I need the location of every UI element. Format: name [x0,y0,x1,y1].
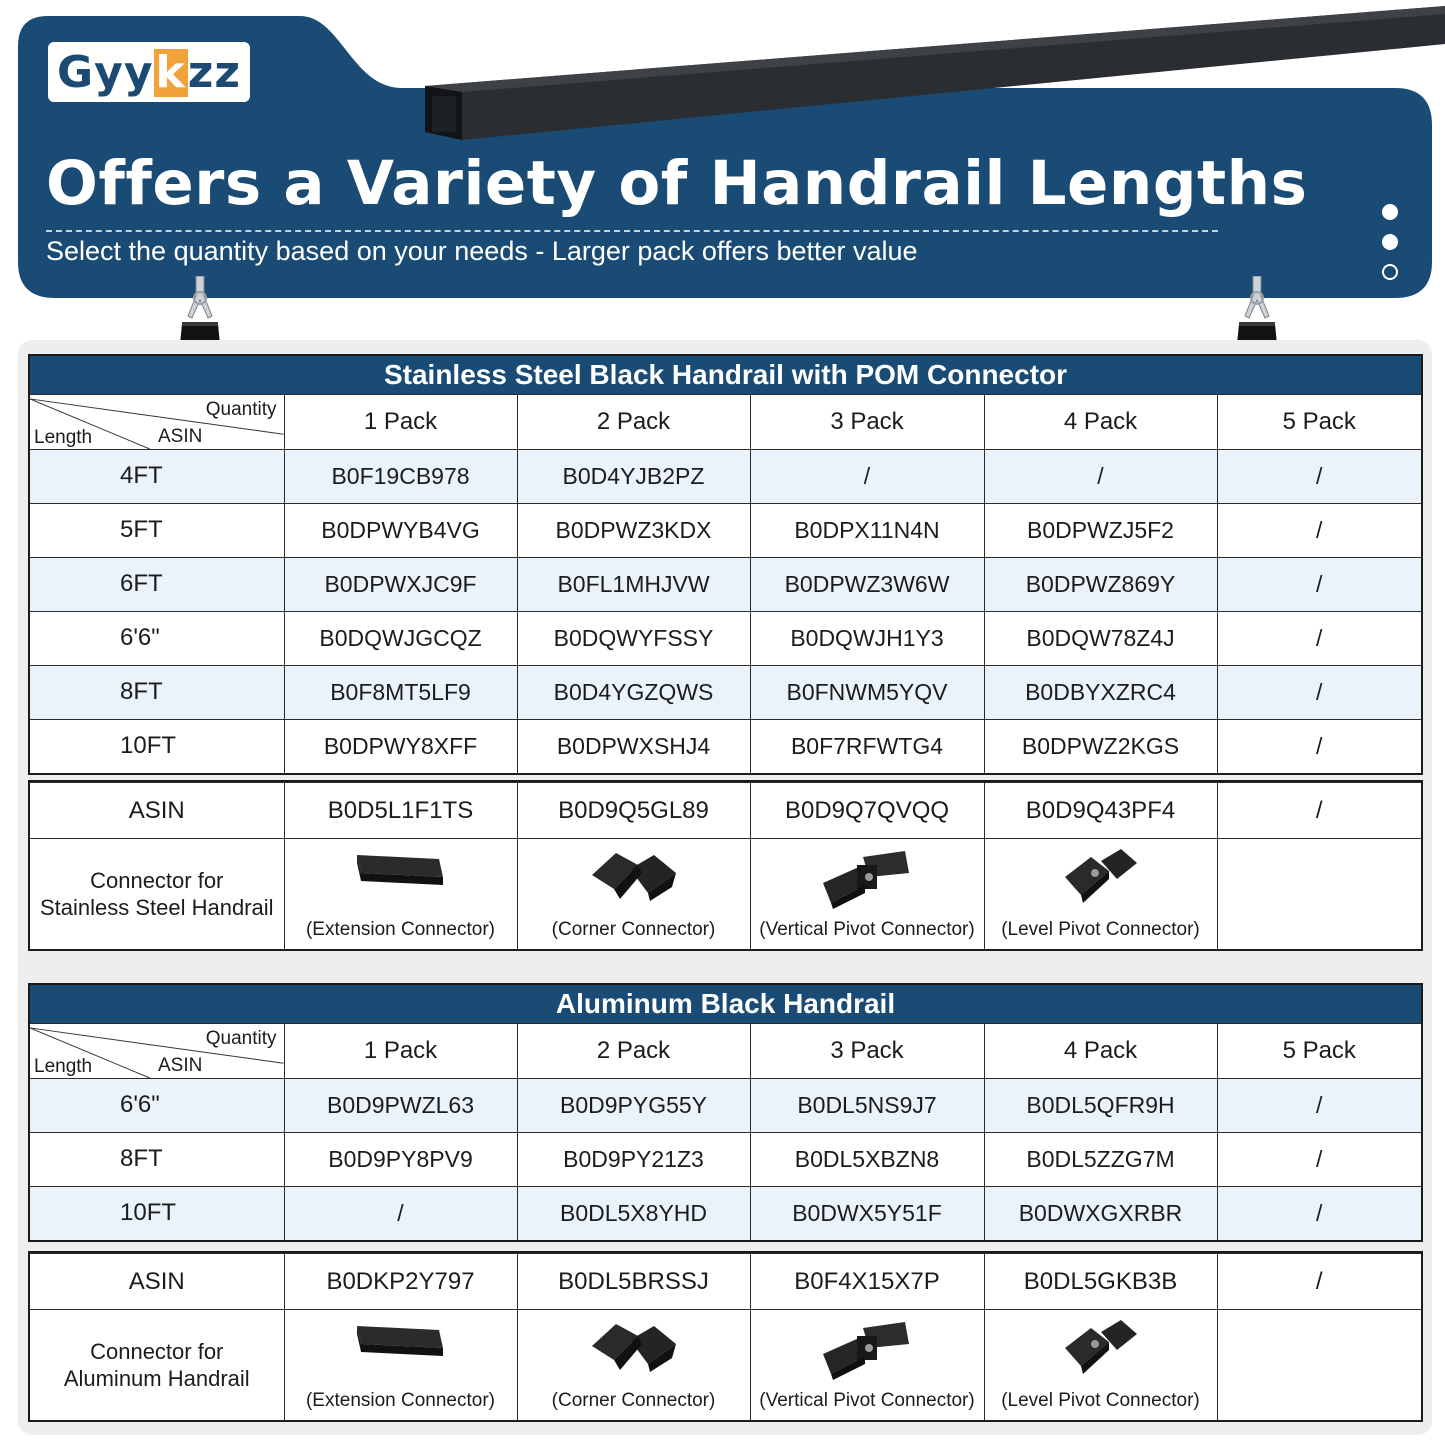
connector-caption: (Vertical Pivot Connector) [759,918,975,940]
asin-cell: B0DL5QFR9H [984,1078,1217,1132]
asin-cell: / [1217,503,1421,557]
length-cell: 6'6" [30,611,284,665]
corner-connector-icon [586,847,682,903]
connector-asin-label: ASIN [30,1254,284,1310]
corner-connector-icon [586,1318,682,1374]
asin-cell: B0DL5XBZN8 [750,1132,984,1186]
length-cell: 8FT [30,665,284,719]
pack-header: 2 Pack [517,394,750,449]
extension-connector-icon [351,847,451,889]
logo-text: Gyykzz [57,46,241,98]
asin-cell: / [284,1186,517,1240]
asin-cell: B0D4YGZQWS [517,665,750,719]
aluminum-asin-table [28,983,1423,1242]
connector-caption: (Extension Connector) [305,918,496,940]
asin-cell: / [750,449,984,503]
stainless-table-title: Stainless Steel Black Handrail with POM Connector [30,356,1421,394]
asin-cell: B0DPWZ3KDX [517,503,750,557]
extension-connector-icon [351,1318,451,1360]
asin-cell: B0DQWJGCQZ [284,611,517,665]
carousel-dots[interactable] [1380,204,1400,294]
asin-cell: B0DPWXJC9F [284,557,517,611]
connector-asin: B0D5L1F1TS [284,783,517,839]
connector-caption: (Level Pivot Connector) [1001,918,1200,940]
connector-row-label: Connector for Stainless Steel Handrail [30,839,284,949]
asin-cell: B0DQWJH1Y3 [750,611,984,665]
length-cell: 6'6" [30,1078,284,1132]
extension-connector-cell [284,839,517,949]
asin-cell: B0F8MT5LF9 [284,665,517,719]
empty-cell [1217,1310,1421,1420]
vertical-pivot-connector-icon [819,1318,915,1380]
asin-cell: B0FL1MHJVW [517,557,750,611]
asin-cell: / [1217,557,1421,611]
asin-cell: B0F19CB978 [284,449,517,503]
level-pivot-connector-icon [1061,1318,1141,1376]
vertical-pivot-connector-cell [750,1310,984,1420]
page-subtitle: Select the quantity based on your needs - Larger pack offers better value [46,236,918,266]
pack-header: 5 Pack [1217,1023,1421,1078]
asin-cell: B0DPX11N4N [750,503,984,557]
asin-cell: B0DPWZ2KGS [984,719,1217,773]
level-pivot-connector-cell [984,839,1217,949]
connector-caption: (Corner Connector) [551,1389,716,1411]
table-row [30,1078,1421,1132]
asin-cell: B0DPWZ869Y [984,557,1217,611]
vertical-pivot-connector-cell [750,839,984,949]
asin-cell: / [1217,449,1421,503]
extension-connector-cell [284,1310,517,1420]
asin-cell: B0DWX5Y51F [750,1186,984,1240]
connector-asin: B0D9Q43PF4 [984,783,1217,839]
asin-cell: B0DPWY8XFF [284,719,517,773]
connector-asin: / [1217,1254,1421,1310]
asin-cell: B0DPWZJ5F2 [984,503,1217,557]
connector-row-label: Connector for Aluminum Handrail [30,1310,284,1420]
asin-cell: B0DL5NS9J7 [750,1078,984,1132]
level-pivot-connector-icon [1061,847,1141,905]
asin-cell: B0DQWYFSSY [517,611,750,665]
empty-cell [1217,839,1421,949]
length-cell: 5FT [30,503,284,557]
asin-cell: / [984,449,1217,503]
asin-cell: B0D4YJB2PZ [517,449,750,503]
asin-cell: B0D9PWZL63 [284,1078,517,1132]
stainless-connector-table [28,780,1423,951]
vertical-pivot-connector-icon [819,847,915,909]
binder-clip-icon [178,276,222,348]
connector-asin: / [1217,783,1421,839]
table-row [30,1132,1421,1186]
asin-cell: / [1217,719,1421,773]
connector-asin: B0D9Q5GL89 [517,783,750,839]
corner-connector-cell [517,1310,750,1420]
table-row [30,1186,1421,1240]
asin-cell: B0FNWM5YQV [750,665,984,719]
asin-cell: B0DL5ZZG7M [984,1132,1217,1186]
pack-header: 4 Pack [984,1023,1217,1078]
asin-cell: B0D9PY21Z3 [517,1132,750,1186]
connector-asin: B0DL5GKB3B [984,1254,1217,1310]
asin-cell: B0D9PYG55Y [517,1078,750,1132]
pack-header: 2 Pack [517,1023,750,1078]
connector-asin: B0DKP2Y797 [284,1254,517,1310]
table-row [30,611,1421,665]
asin-cell: / [1217,611,1421,665]
connector-caption: (Level Pivot Connector) [1001,1389,1200,1411]
asin-cell: B0DPWYB4VG [284,503,517,557]
table-row [30,449,1421,503]
pack-header: 1 Pack [284,1023,517,1078]
table-row [30,665,1421,719]
asin-cell: / [1217,1132,1421,1186]
length-cell: 6FT [30,557,284,611]
corner-header: Quantity ASIN Length [30,394,284,449]
carousel-dot-active[interactable] [1382,264,1398,280]
asin-cell: B0DL5X8YHD [517,1186,750,1240]
asin-cell: B0F7RFWTG4 [750,719,984,773]
length-cell: 10FT [30,719,284,773]
asin-cell: / [1217,1186,1421,1240]
brand-logo [48,42,250,102]
aluminum-connector-table [28,1251,1423,1422]
aluminum-rows [30,1078,1421,1240]
connector-caption: (Vertical Pivot Connector) [759,1389,975,1411]
asin-cell: B0DPWXSHJ4 [517,719,750,773]
asin-cell: B0D9PY8PV9 [284,1132,517,1186]
asin-cell: B0DWXGXRBR [984,1186,1217,1240]
connector-caption: (Extension Connector) [305,1389,496,1411]
table-row [30,719,1421,773]
pack-header: 3 Pack [750,394,984,449]
aluminum-table-title: Aluminum Black Handrail [30,985,1421,1023]
level-pivot-connector-cell [984,1310,1217,1420]
corner-connector-cell [517,839,750,949]
connector-asin: B0F4X15X7P [750,1254,984,1310]
carousel-dot[interactable] [1382,234,1398,250]
asin-cell: B0DPWZ3W6W [750,557,984,611]
connector-asin: B0D9Q7QVQQ [750,783,984,839]
connector-asin-label: ASIN [30,783,284,839]
table-row [30,503,1421,557]
asin-cell: B0DBYXZRC4 [984,665,1217,719]
asin-cell: B0DQW78Z4J [984,611,1217,665]
connector-asin: B0DL5BRSSJ [517,1254,750,1310]
corner-header: Quantity ASIN Length [30,1023,284,1078]
length-cell: 4FT [30,449,284,503]
stainless-asin-table [28,354,1423,775]
binder-clip-icon [1235,276,1279,348]
table-row [30,557,1421,611]
length-cell: 10FT [30,1186,284,1240]
stainless-rows [30,449,1421,773]
asin-cell: / [1217,665,1421,719]
pack-header: 5 Pack [1217,394,1421,449]
title-divider [46,230,1218,232]
pack-header: 4 Pack [984,394,1217,449]
connector-caption: (Corner Connector) [551,918,716,940]
pack-header: 3 Pack [750,1023,984,1078]
asin-cell: / [1217,1078,1421,1132]
page-title: Offers a Variety of Handrail Lengths [46,148,1308,219]
length-cell: 8FT [30,1132,284,1186]
pack-header: 1 Pack [284,394,517,449]
carousel-dot[interactable] [1382,204,1398,220]
